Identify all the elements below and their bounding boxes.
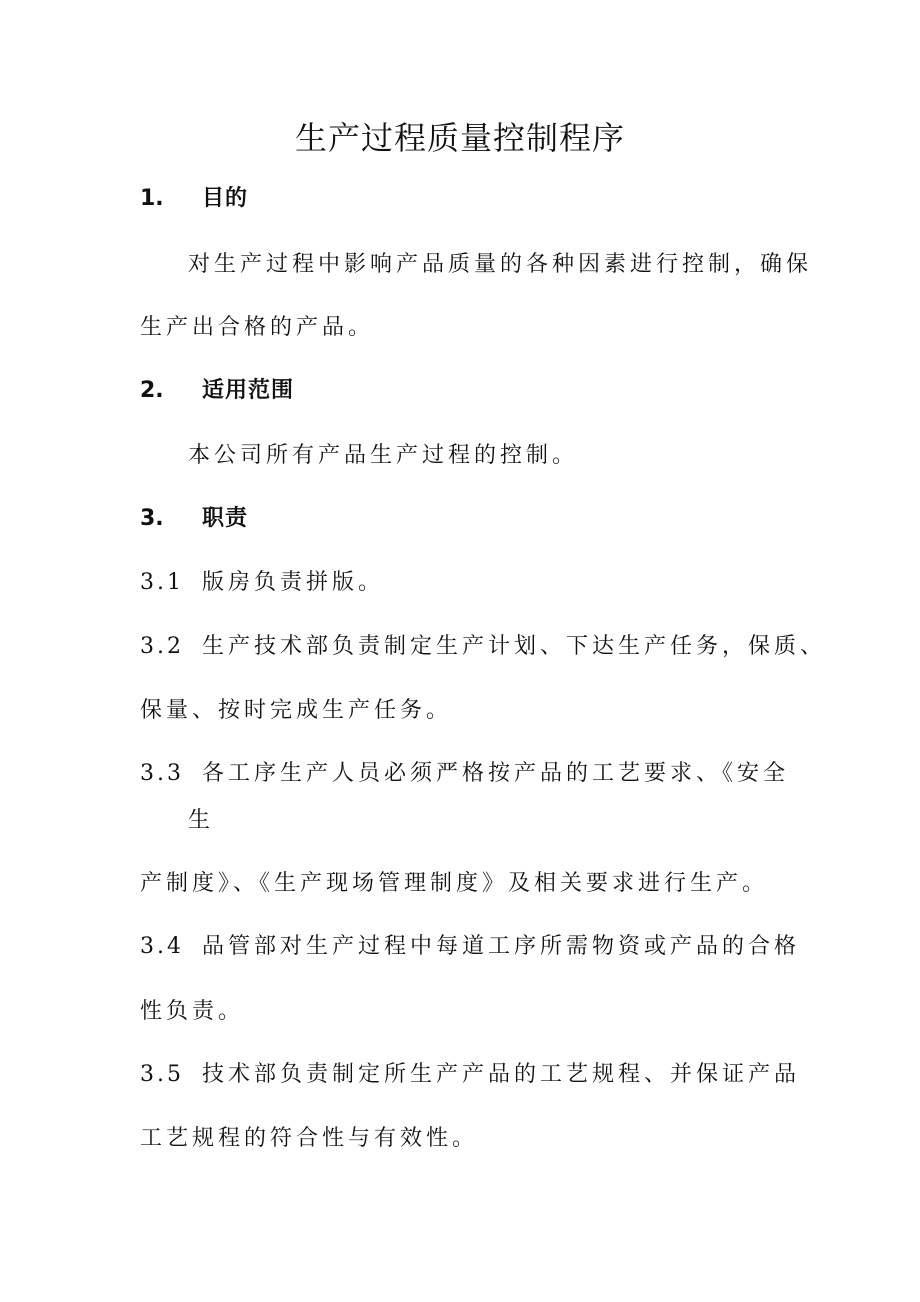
item-3-5-text-line-2: 工艺规程的符合性与有效性。: [140, 1126, 479, 1151]
section-1-body-line-2: 生产出合格的产品。: [140, 315, 375, 340]
item-3-1-text: 版房负责拼版。: [202, 570, 385, 595]
item-3-2-number: 3.2: [140, 634, 184, 659]
item-3-2: [140, 632, 826, 662]
document-title: 生产过程质量控制程序: [294, 119, 625, 157]
item-3-2-text-line-2: 保量、按时完成生产任务。: [140, 698, 453, 723]
section-2-heading-row: [140, 376, 294, 406]
item-3-4-text-line-1: 品管部对生产过程中每道工序所需物资或产品的合格: [202, 934, 801, 959]
section-3-heading: 职责: [202, 506, 249, 531]
section-3-number: 3.: [140, 506, 164, 531]
item-3-4-number: 3.4: [140, 934, 184, 959]
section-2-body-line-1: 本公司所有产品生产过程的控制。: [188, 443, 579, 468]
item-3-1: [140, 568, 384, 598]
item-3-4: [140, 932, 800, 962]
item-3-1-number: 3.1: [140, 570, 184, 595]
item-3-3-text-line-1: 各工序生产人员必须严格按产品的工艺要求、《安全: [202, 761, 790, 786]
section-1-body-line-1: 对生产过程中影响产品质量的各种因素进行控制，确保: [188, 252, 813, 277]
item-3-5-text-line-1: 技术部负责制定所生产产品的工艺规程、并保证产品: [202, 1062, 801, 1087]
item-3-5: [140, 1060, 800, 1090]
section-1-heading-row: [140, 184, 248, 214]
section-2-number: 2.: [140, 378, 164, 403]
section-1-number: 1.: [140, 186, 164, 211]
item-3-3-text-line-2: 产制度》、《生产现场管理制度》及相关要求进行生产。: [140, 871, 769, 896]
item-3-5-number: 3.5: [140, 1062, 184, 1087]
item-3-3-text-wrap: 生: [188, 808, 215, 833]
item-3-2-text-line-1: 生产技术部负责制定生产计划、下达生产任务，保质、: [202, 634, 827, 659]
section-3-heading-row: [140, 504, 248, 534]
item-3-4-text-line-2: 性负责。: [140, 999, 245, 1024]
section-1-heading: 目的: [202, 186, 249, 211]
section-2-heading: 适用范围: [202, 378, 295, 403]
item-3-3-number: 3.3: [140, 761, 184, 786]
item-3-3: [140, 759, 789, 789]
